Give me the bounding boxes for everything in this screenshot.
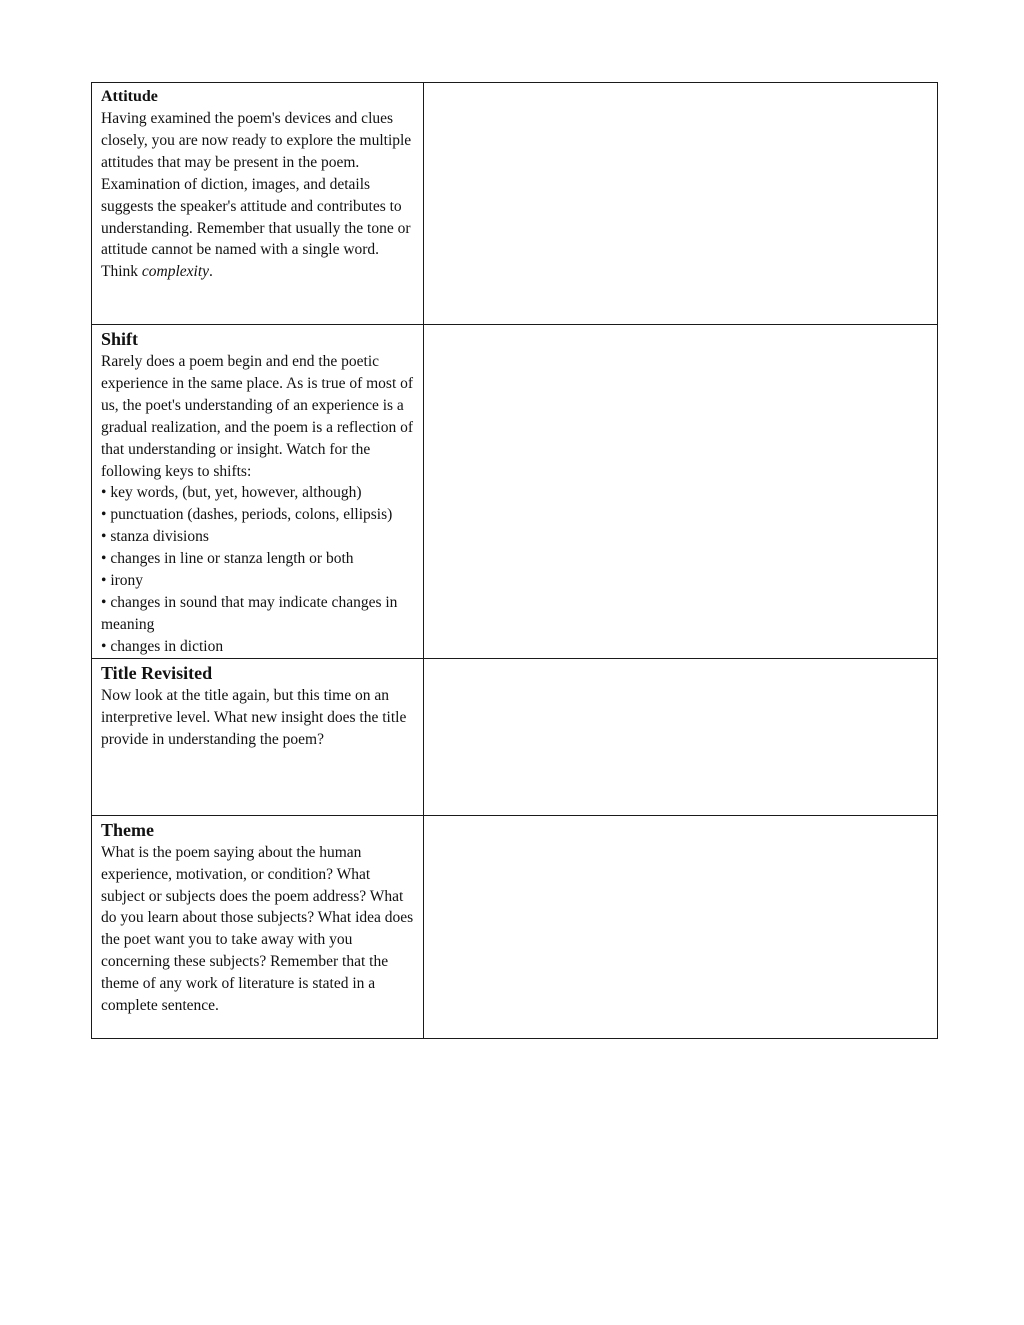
shift-keys-list xyxy=(101,482,417,657)
shift-answer-area[interactable] xyxy=(424,325,937,658)
attitude-emphasis-word: complexity xyxy=(141,263,210,281)
list-item: • changes in diction xyxy=(101,636,417,658)
theme-heading: Theme xyxy=(101,819,154,840)
attitude-heading: Attitude xyxy=(101,88,158,105)
shift-heading: Shift xyxy=(101,329,139,349)
attitude-text: Having examined the poem's devices and clues closely, you are now ready to explore the multiple attitudes that may be present in the poem. Examination of diction, images, and details suggests the speaker's attitude and contributes to understanding. Remember that usually the tone or attitude cannot be named with a single word. Think xyxy=(101,110,412,281)
attitude-prompt-cell xyxy=(92,83,424,325)
title-revisited-description: Now look at the title again, but this time on an interpretive level. What new insight does the title provide in understanding the poem? xyxy=(101,686,407,748)
poetry-analysis-table xyxy=(91,82,938,1039)
theme-answer-area[interactable] xyxy=(424,816,937,1038)
title-revisited-prompt-cell xyxy=(92,658,424,815)
theme-prompt-cell xyxy=(92,815,424,1038)
table-row-shift xyxy=(92,325,938,659)
table-row-attitude xyxy=(92,83,938,325)
theme-description: What is the poem saying about the human experience, motivation, or condition? What subject or subjects does the poem address? What do you learn about those subjects? What idea does the poet want you to take away with you concerning these subjects? Remember that the theme of any work of literature is stated in a complete sentence. xyxy=(101,843,414,1015)
list-item: • changes in line or stanza length or both xyxy=(101,548,417,570)
title-revisited-answer-area[interactable] xyxy=(424,659,937,815)
list-item: • key words, (but, yet, however, although) xyxy=(101,482,417,504)
table-row-theme xyxy=(92,815,938,1038)
list-item: • punctuation (dashes, periods, colons, ellipsis) xyxy=(101,504,417,526)
attitude-answer-area[interactable] xyxy=(424,83,937,324)
list-item: • changes in sound that may indicate changes in meaning xyxy=(101,592,417,636)
list-item: • irony xyxy=(101,570,417,592)
theme-answer-cell[interactable] xyxy=(424,815,938,1038)
shift-description: Rarely does a poem begin and end the poetic experience in the same place. As is true of most of us, the poet's understanding of an experience is a gradual realization, and the poem is a reflection of that understanding or insight. Watch for the following keys to shifts: xyxy=(101,353,414,480)
attitude-text-end: . xyxy=(209,263,213,281)
attitude-answer-cell[interactable] xyxy=(424,83,938,325)
shift-prompt-cell xyxy=(92,325,424,659)
list-item: • stanza divisions xyxy=(101,526,417,548)
attitude-description xyxy=(101,108,417,283)
shift-answer-cell[interactable] xyxy=(424,325,938,659)
title-revisited-heading: Title Revisited xyxy=(101,662,213,683)
table-row-title-revisited xyxy=(92,658,938,815)
title-revisited-answer-cell[interactable] xyxy=(424,658,938,815)
